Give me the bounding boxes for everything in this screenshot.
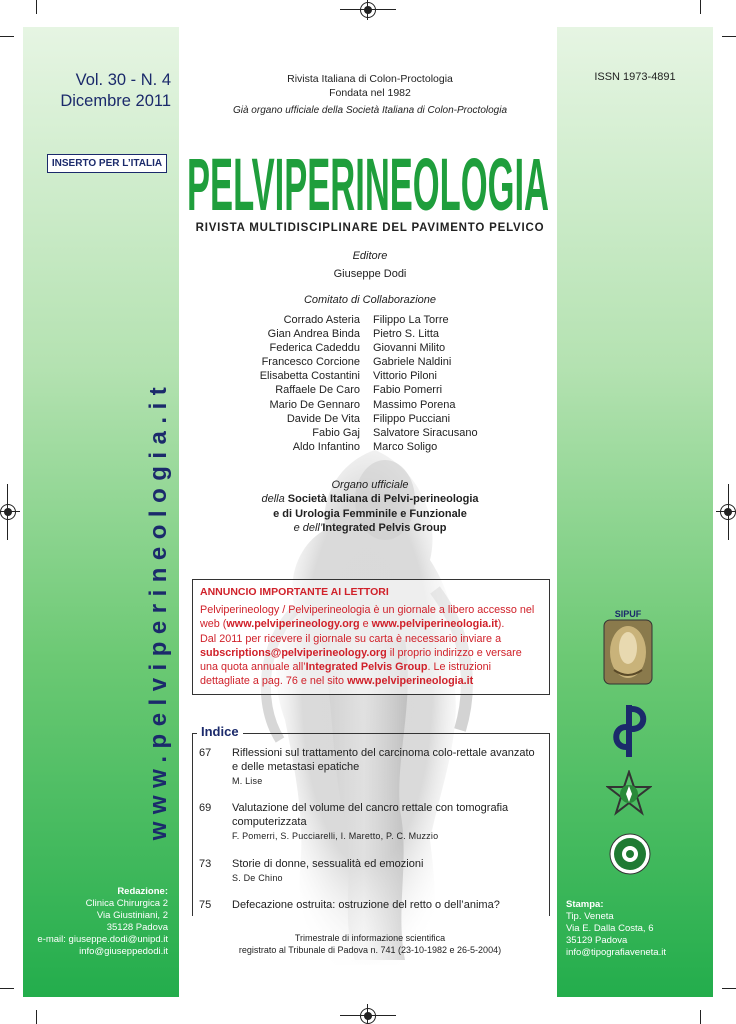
committee-left [200,313,360,454]
crop-mark [700,1010,701,1024]
redazione-line: 35128 Padova [106,922,168,933]
stampa-line: 35129 Padova [566,935,628,946]
committee-member: Davide De Vita [286,412,360,425]
ipg-logo-icon [613,705,649,757]
committee-member: Fabio Pomerri [373,384,443,397]
committee-member: Fabio Gaj [312,426,360,439]
committee-member: Vittorio Piloni [373,370,437,383]
website-vertical [139,360,179,860]
organo-label: Organo ufficiale [331,479,409,491]
index-entry [199,898,544,914]
announcement-title: ANNUNCIO IMPORTANTE AI LETTORI [200,586,389,598]
index-text [232,746,542,788]
committee-member: Raffaele De Caro [275,384,360,397]
header-info [185,72,555,100]
committee-label: Comitato di Collaborazione [303,294,437,306]
index-entry-title: Defecazione ostruita: ostruzione del retto o dell’anima? [232,899,500,911]
footer-line: Trimestrale di informazione scientifica [294,933,446,943]
crop-mark [340,1015,396,1016]
organo-line2 [185,507,555,521]
index-text [232,898,542,912]
editor-name: Giuseppe Dodi [333,268,407,280]
redazione-email: info@giuseppedodi.it [79,946,168,957]
crop-mark [722,36,736,37]
crop-mark [340,9,396,10]
organo-society-2: e di Urologia Femminile e Funzionale [273,507,467,520]
committee-member: Filippo La Torre [373,314,449,326]
committee-member: Federica Cadeddu [269,342,360,355]
crop-mark [0,36,14,37]
journal-title-text: PELVIPERINEOLOGIA [187,148,549,218]
committee-member: Mario De Gennaro [269,398,360,411]
sipuf-text: SIPUF [614,609,642,619]
round-seal-icon [609,833,651,875]
index-entry-authors: M. Lise [232,776,263,786]
announcement-text: . Le istruzioni dettagliate a pag. 76 e nel sito [200,661,492,688]
redazione-block [23,886,168,958]
organo-prefix: della [261,493,288,506]
announcement-text: Pelviperineology / Pelviperineologia è un giornale a libero accesso nel web ( [200,604,535,631]
committee-member: Gian Andrea Binda [267,328,360,341]
committee-member: Massimo Porena [373,398,456,411]
organo-line3 [185,521,555,535]
journal-title [186,148,550,218]
organo-society: Società Italiana di Pelvi-perineologia [287,493,479,506]
committee-member: Francesco Corcione [261,356,360,369]
organo-block [185,478,555,536]
index-title: Indice [197,724,243,739]
committee-member: Filippo Pucciani [373,412,451,425]
committee-member: Salvatore Siracusano [373,426,478,439]
redazione-email: e-mail: giuseppe.dodi@unipd.it [37,934,168,945]
announcement-text: il proprio indirizzo e versare una quota annuale all’ [200,646,522,674]
stampa-heading: Stampa: [566,899,604,910]
stampa-email: info@tipografiaveneta.it [566,947,666,958]
index-entry-title: Valutazione del volume del cancro rettale con tomografia computerizzata [232,802,509,828]
index-page: 73 [199,858,212,870]
index-entry-title: Riflessioni sul trattamento del carcinoma colo-rettale avanzato e delle metastasi epatiche [232,747,535,773]
index-entry-title: Storie di donne, sessualità ed emozioni [232,858,424,870]
footer-line: registrato al Tribunale di Padova n. 741 (23-10-1982 e 26-5-2004) [238,945,502,955]
committee-member: Marco Soligo [373,440,438,453]
header-italic-line: Già organo ufficiale della Società Italiana di Colon-Proctologia [232,105,508,116]
website-url: www.pelviperineologia.it [145,379,172,841]
star-emblem-icon [606,770,652,816]
crop-mark [722,988,736,989]
index-entry-authors: F. Pomerri, S. Pucciarelli, I. Maretto, P. C. Muzzio [232,831,439,841]
stampa-line: Via E. Dalla Costa, 6 [566,923,654,934]
registration-mark-bottom [360,1008,376,1024]
insert-badge: INSERTO PER L’ITALIA [47,154,167,173]
crop-mark [36,0,37,14]
announcement-link[interactable]: www.pelviperineology.org [226,618,360,631]
organo-group: Integrated Pelvis Group [322,522,447,535]
crop-mark [700,0,701,14]
header-line: Fondata nel 1982 [329,87,411,99]
announcement-body [200,603,540,689]
index-page: 75 [199,899,212,911]
announcement-link[interactable]: www.pelviperineologia.it [347,675,474,688]
stampa-line: Tip. Veneta [566,911,614,922]
announcement-link[interactable]: www.pelviperineologia.it [371,618,498,631]
crop-mark [0,988,14,989]
index-entry [199,801,544,847]
committee-right [373,313,533,454]
redazione-line: Clinica Chirurgica 2 [85,898,168,909]
announcement-text: ). [497,618,505,631]
announcement-text: Dal 2011 per ricevere il giornale su carta è necessario inviare a [200,632,502,645]
redazione-line: Via Giustiniani, 2 [96,910,168,921]
crop-mark [36,1010,37,1024]
editor-label: Editore [352,250,388,262]
committee-member: Pietro S. Litta [373,328,440,341]
organo-line1 [185,492,555,506]
index-page: 69 [199,802,212,814]
journal-subtitle: RIVISTA MULTIDISCIPLINARE DEL PAVIMENTO PELVICO [195,222,545,234]
crop-mark [7,484,8,540]
announcement-email[interactable]: subscriptions@pelviperineology.org [200,646,387,659]
organo-prefix: e dell’ [293,522,323,535]
issn: ISSN 1973-4891 [594,71,676,83]
registration-mark-top [360,2,376,18]
index-text [232,857,542,885]
stampa-block [566,899,711,959]
committee-member: Aldo Infantino [292,440,360,453]
announcement-group: Integrated Pelvis Group [305,661,428,674]
index-entry-authors: S. De Chino [232,873,283,883]
index-entry [199,857,544,889]
redazione-heading: Redazione: [117,886,168,897]
committee-member: Giovanni Milito [373,342,446,355]
index-entry [199,746,544,792]
committee-member: Gabriele Naldini [373,356,452,369]
crop-mark [728,484,729,540]
committee-member: Elisabetta Costantini [259,370,360,383]
footer [185,932,555,956]
header-line: Rivista Italiana di Colon-Proctologia [287,73,453,85]
index-text [232,801,542,843]
volume-number: Vol. 30 - N. 4 [75,71,171,89]
editor-block [185,247,555,283]
issue-date: Dicembre 2011 [60,92,171,110]
volume-info [23,70,171,112]
index-page: 67 [199,747,212,759]
registration-mark-left [0,504,16,520]
committee-member: Corrado Asteria [283,314,360,326]
sipuf-emblem [600,608,656,686]
announcement-text: e [359,618,372,631]
